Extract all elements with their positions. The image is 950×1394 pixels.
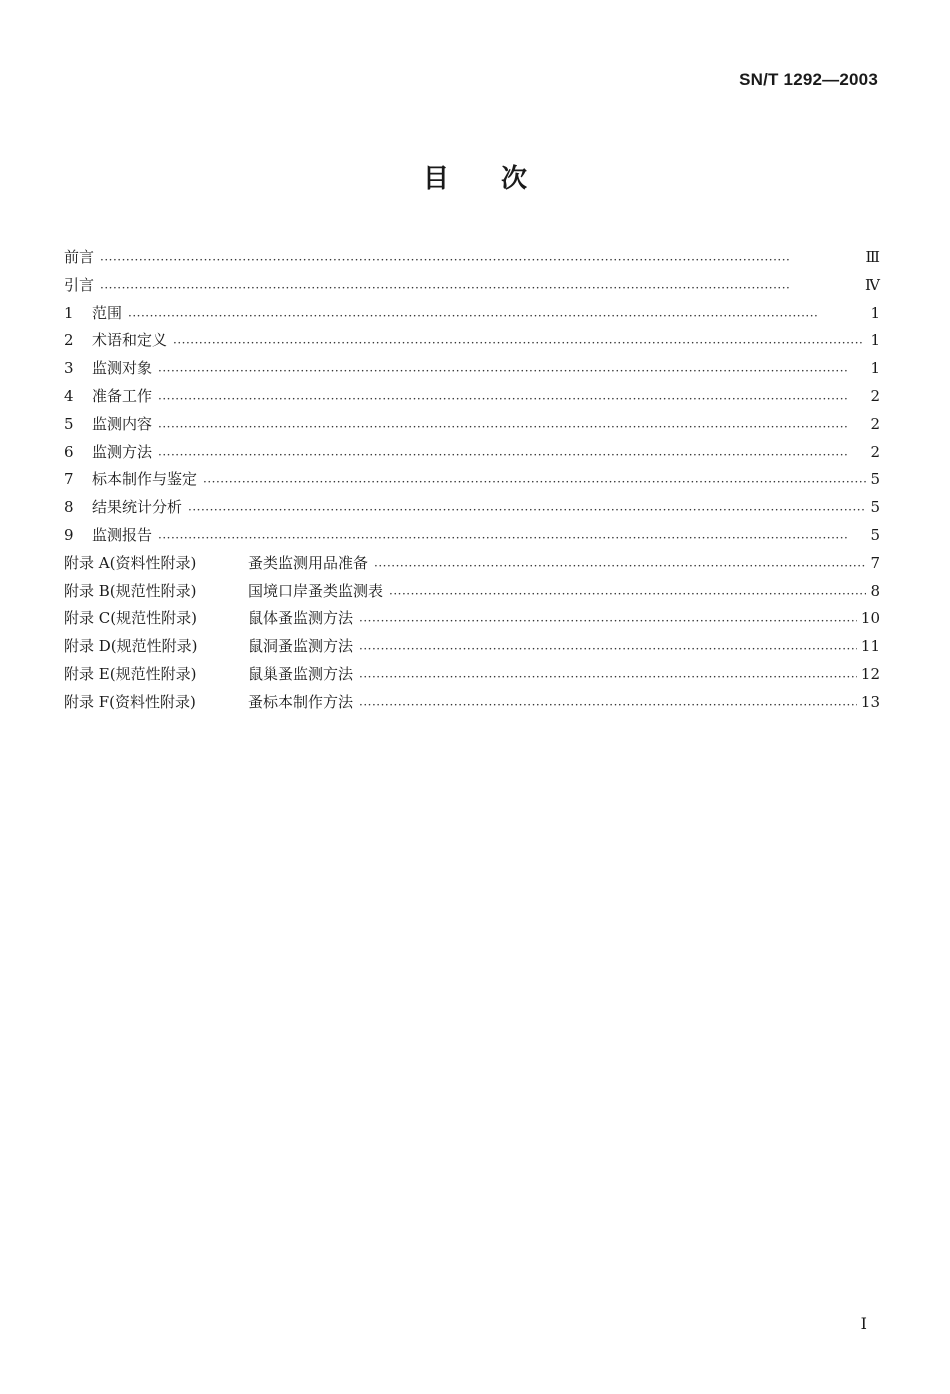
toc-leader-dots (389, 584, 866, 599)
toc-entry-section-4[interactable] (64, 385, 880, 413)
toc-leader-dots (100, 250, 862, 265)
toc-entry-label: 监测方法 (92, 442, 153, 461)
toc-entry-page: 2 (870, 386, 880, 405)
toc-annex-prefix: 附录 E(规范性附录) (64, 664, 197, 683)
toc-entry-page: 8 (870, 581, 880, 600)
toc-entry-label: 结果统计分析 (92, 498, 183, 517)
toc-entry-number: 8 (64, 498, 74, 517)
toc-entry-label: 蚤类监测用品准备 (248, 553, 369, 572)
toc-leader-dots (100, 278, 861, 293)
toc-leader-dots (128, 306, 866, 321)
toc-entry-page: 12 (860, 664, 880, 683)
toc-entry-number: 6 (64, 442, 74, 461)
toc-leader-dots (158, 445, 866, 460)
toc-entry-section-5[interactable] (64, 413, 880, 441)
toc-entry-page: 10 (860, 609, 880, 628)
toc-leader-dots (203, 472, 866, 487)
toc-entry-page: 1 (870, 359, 880, 378)
toc-entry-page: 1 (870, 303, 880, 322)
toc-entry-number: 5 (64, 414, 74, 433)
toc-entry-page: 5 (870, 498, 880, 517)
toc-annex-prefix: 附录 D(规范性附录) (64, 637, 198, 656)
toc-leader-dots (374, 556, 866, 571)
toc-leader-dots (359, 695, 857, 710)
toc-entry-annex-c[interactable] (64, 607, 880, 635)
toc-entry-section-9[interactable] (64, 524, 880, 552)
toc-leader-dots (359, 639, 857, 654)
toc-entry-page: 2 (870, 414, 880, 433)
toc-entry-section-2[interactable] (64, 329, 880, 357)
toc-entry-page: 5 (870, 525, 880, 544)
toc-annex-prefix: 附录 F(资料性附录) (64, 692, 196, 711)
toc-entry-introduction[interactable] (64, 274, 880, 302)
toc-entry-label: 蚤标本制作方法 (248, 692, 354, 711)
toc-leader-dots (158, 361, 866, 376)
toc-entry-annex-b[interactable] (64, 580, 880, 608)
toc-entry-annex-f[interactable] (64, 691, 880, 719)
toc-entry-label: 引言 (64, 275, 95, 294)
toc-entry-label: 标本制作与鉴定 (92, 470, 198, 489)
toc-leader-dots (158, 417, 866, 432)
toc-entry-number: 7 (64, 470, 74, 489)
toc-entry-page: 5 (870, 470, 880, 489)
toc-entry-page: 11 (860, 637, 880, 656)
toc-entry-annex-d[interactable] (64, 635, 880, 663)
toc-entry-label: 国境口岸蚤类监测表 (248, 581, 384, 600)
toc-entry-section-6[interactable] (64, 441, 880, 469)
toc-entry-label: 监测内容 (92, 414, 153, 433)
toc-leader-dots (188, 500, 866, 515)
table-of-contents (64, 246, 880, 719)
toc-annex-prefix: 附录 B(规范性附录) (64, 581, 197, 600)
toc-leader-dots (173, 333, 866, 348)
toc-leader-dots (359, 611, 857, 626)
page-title: 目次 (422, 164, 579, 194)
toc-entry-page: 7 (870, 553, 880, 572)
toc-leader-dots (158, 389, 866, 404)
toc-entry-label: 监测报告 (92, 525, 153, 544)
toc-entry-label: 鼠巢蚤监测方法 (248, 664, 354, 683)
toc-entry-label: 鼠体蚤监测方法 (248, 609, 354, 628)
toc-annex-prefix: 附录 C(规范性附录) (64, 609, 197, 628)
toc-entry-label: 术语和定义 (92, 331, 168, 350)
toc-entry-page: 1 (870, 331, 880, 350)
toc-entry-number: 9 (64, 525, 74, 544)
toc-entry-foreword[interactable] (64, 246, 880, 274)
toc-entry-page: 13 (860, 692, 880, 711)
toc-entry-annex-e[interactable] (64, 663, 880, 691)
toc-annex-prefix: 附录 A(资料性附录) (64, 553, 197, 572)
toc-entry-label: 前言 (64, 248, 95, 266)
toc-entry-page: Ⅳ (865, 275, 880, 294)
toc-entry-annex-a[interactable] (64, 552, 880, 580)
toc-entry-number: 4 (64, 386, 74, 405)
toc-entry-number: 2 (64, 331, 74, 350)
toc-entry-label: 监测对象 (92, 359, 153, 378)
toc-entry-section-7[interactable] (64, 468, 880, 496)
toc-entry-section-3[interactable] (64, 357, 880, 385)
page-number: I (860, 1314, 867, 1333)
toc-leader-dots (158, 528, 866, 543)
toc-entry-section-8[interactable] (64, 496, 880, 524)
toc-entry-number: 3 (64, 359, 74, 378)
toc-entry-label: 鼠洞蚤监测方法 (248, 637, 354, 656)
toc-entry-page: Ⅲ (865, 248, 880, 266)
standard-number: SN/T 1292—2003 (739, 70, 878, 89)
toc-entry-section-1[interactable] (64, 302, 880, 330)
toc-entry-label: 准备工作 (92, 386, 153, 405)
toc-entry-number: 1 (64, 303, 74, 322)
toc-leader-dots (359, 667, 857, 682)
toc-entry-page: 2 (870, 442, 880, 461)
toc-entry-label: 范围 (92, 303, 123, 322)
